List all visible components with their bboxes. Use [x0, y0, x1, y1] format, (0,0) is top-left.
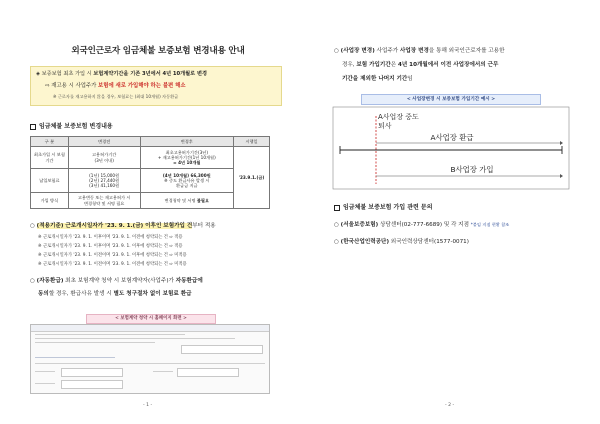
cell-line: 고용허가기간 [92, 152, 117, 158]
refund-line-2 [38, 289, 192, 297]
cell-line: (2년) 27,440원 [89, 177, 120, 183]
screenshot-header [31, 325, 269, 332]
rule-lead-bold: (적용기준) 근로개시일자가 '23. 9. 1.(금) 이후인 보험가입 건 [36, 223, 193, 229]
cell-after [140, 147, 234, 169]
table-header-cell: 시행일 [234, 137, 270, 147]
cell-line: (1년) 15,000원 [89, 172, 120, 178]
section-header-label: 임금체불 보증보험 변경내용 [39, 123, 113, 130]
label-b-join: B사업장 가입 [450, 165, 494, 174]
table-header-row [31, 137, 270, 147]
notice-box [30, 66, 282, 106]
cell-after [140, 169, 234, 193]
cell-after [140, 193, 234, 209]
diagram-caption: < 사업장변경 시 보증보험 가입기간 예시 > [361, 94, 541, 105]
refund-bold-2: 자동환급에 [175, 278, 203, 284]
change-bold: (사업장 변경) [340, 48, 375, 54]
row-label: 가입 방식 [31, 193, 69, 209]
contact-detail: 상담센터(02-777-6689) 및 각 지점 [378, 222, 469, 228]
change-line-2-prefix: 경우, [342, 62, 357, 68]
cell-line: (3년 이내) [94, 157, 114, 163]
screenshot-radio-group [181, 345, 263, 354]
screenshot-text-line [35, 342, 155, 343]
table-header-cell: 변경전 [68, 137, 140, 147]
section-header-inquiry [334, 202, 433, 211]
change-line-3-suffix: 임 [407, 76, 413, 82]
changes-table [30, 136, 270, 209]
screen-caption: < 보험계약 청약 시 홈페이지 화면 > [86, 314, 216, 324]
screenshot-text-line [35, 334, 185, 335]
cell-before [68, 169, 140, 193]
label-a-refund: A사업장 환급 [430, 133, 474, 142]
table-header-cell: 변경후 [140, 137, 234, 147]
notice-line-2-bold: 보험에 새로 가입해야 하는 불편 해소 [98, 83, 186, 89]
page-number: - 2 - [445, 403, 455, 408]
change-prefix: ○ [334, 48, 341, 54]
cell-line: 환급금 지급 [176, 183, 198, 189]
screenshot-label [35, 371, 55, 372]
notice-line-1-bold: 보험계약기간을 기존 3년에서 4년 10개월로 변경 [93, 71, 208, 77]
contact-name: (한국산업인력공단) [340, 239, 390, 245]
change-line-3 [342, 74, 413, 82]
screenshot-input [177, 368, 239, 377]
contact-note: *붙임 지점 현황 참조 [470, 222, 510, 227]
rule-lead [30, 221, 216, 229]
cell-line: 최초고용허가기간(3년) [165, 149, 208, 155]
cell-line: ※ 중도 환급사유 발생 시 [164, 177, 210, 183]
notice-line-1-prefix: ◈ 보증보험 최초 가입 시 [36, 71, 94, 77]
screenshot-label [35, 383, 55, 384]
change-line-2-bold-2: 4년 10개월에서 이전 사업장에서의 근무 [397, 62, 499, 68]
rule-item: ※ 근로개시일자가 '23. 9. 1. 이전이며 '23. 9. 1. 이전에 청약되는 건 ⇨ 미적용 [38, 262, 187, 267]
cell-line: = 4년 10개월 [173, 160, 201, 166]
change-line-1 [334, 46, 505, 54]
label-a-exit-text-2: 퇴사 [378, 122, 392, 130]
label-a-exit-text: A사업장 중도 [378, 113, 419, 121]
refund-line-2-bold: 동의 [38, 291, 49, 297]
section-header-label: 임금체불 보증보험 가입 관련 문의 [343, 204, 433, 211]
page-2 [300, 0, 600, 424]
rule-lead-prefix: ○ [30, 223, 37, 229]
cell-line: + 재고용허가기간(1년 10개월) [157, 154, 216, 160]
refund-bold: (자동환급) [36, 278, 64, 284]
contact-item: ○ (서울보증보험) 상담센터(02-777-6689) 및 각 지점 *붙임 지점 현황 참조 [334, 222, 510, 228]
refund-line-1 [30, 276, 203, 284]
change-mid: 사업주가 [374, 48, 400, 54]
cell-line: (4년 10개월) 66,300원 [162, 172, 211, 178]
refund-line-2-bold-2: 별도 청구절차 없이 보험료 환급 [113, 291, 192, 297]
rule-lead-suffix: 부터 적용 [192, 223, 216, 229]
refund-line-2-mid: 할 경우, 환급사유 발생 시 [48, 291, 114, 297]
screenshot-input [61, 368, 123, 377]
refund-mid: 최초 보험계약 청약 시 보험계약자(사업주)가 [63, 278, 176, 284]
homepage-screenshot [30, 324, 270, 394]
change-line-2 [342, 60, 498, 68]
rule-item: ※ 근로개시일자가 '23. 9. 1. 이후이며 '23. 9. 1. 이전에 청약되는 건 ⇨ 적용 [38, 235, 183, 240]
change-line-2-bold: 보험 가입기간 [356, 62, 391, 68]
contact-item: ○ (한국산업인력공단) 외국인력상담센터(1577-0071) [334, 239, 469, 245]
diagram-frame [333, 107, 569, 189]
section-header-changes [30, 121, 113, 130]
screenshot-divider [35, 363, 265, 364]
cell-before [68, 193, 140, 209]
effective-date: '23.9.1.(금) [234, 147, 270, 209]
cell-before [68, 147, 140, 169]
cell-line: 변경청약 및 서명 [164, 197, 197, 203]
screenshot-text-line [35, 338, 235, 339]
table-header-cell: 구 분 [31, 137, 69, 147]
contact-detail: 외국인력상담센터(1577-0071) [389, 239, 469, 245]
change-suffix: 을 통해 외국인근로자를 고용한 [428, 48, 505, 54]
cell-line: 고용변동 또는 재고용허가 시 [77, 195, 131, 201]
notice-line-1 [36, 70, 207, 77]
cell-line: 불필요 [196, 197, 209, 203]
screenshot-label [153, 371, 173, 372]
table-row [31, 147, 270, 169]
cell-line: 변경청약 및 서명 필요 [83, 200, 125, 206]
change-line-3-bold: 기간을 제외한 나머지 기간 [342, 76, 408, 82]
square-bullet-icon [334, 205, 340, 211]
screenshot-input [61, 380, 123, 389]
square-bullet-icon [30, 124, 36, 130]
page-number: - 1 - [143, 403, 153, 408]
change-line-2-mid: 은 [390, 62, 398, 68]
notice-line-3: ※ 근로자를 재고용하지 않을 경우, 보험료는 (최대 10개월) 자동환급 [53, 94, 179, 99]
page-title: 외국인근로자 임금체불 보증보험 변경내용 안내 [71, 46, 245, 56]
notice-line-2-prefix: ⇨ 재고용 시 사업주가 [45, 83, 99, 89]
change-bold-2: 사업장 변경 [399, 48, 429, 54]
contact-name: (서울보증보험) [340, 222, 379, 228]
period-diagram [332, 106, 570, 190]
screenshot-section-title [35, 357, 115, 358]
notice-line-2 [45, 81, 186, 89]
cell-line: (3년) 41,160원 [89, 183, 120, 189]
refund-prefix: ○ [30, 278, 37, 284]
row-label: 최초가입 시 보험기간 [31, 147, 69, 169]
rule-item: ※ 근로개시일자가 '23. 9. 1. 이전이며 '23. 9. 1. 이후에 청약되는 건 ⇨ 미적용 [38, 253, 187, 258]
rule-item: ※ 근로개시일자가 '23. 9. 1. 이후이며 '23. 9. 1. 이후에 청약되는 건 ⇨ 적용 [38, 244, 183, 249]
row-label: 납입보험료 [31, 169, 69, 193]
